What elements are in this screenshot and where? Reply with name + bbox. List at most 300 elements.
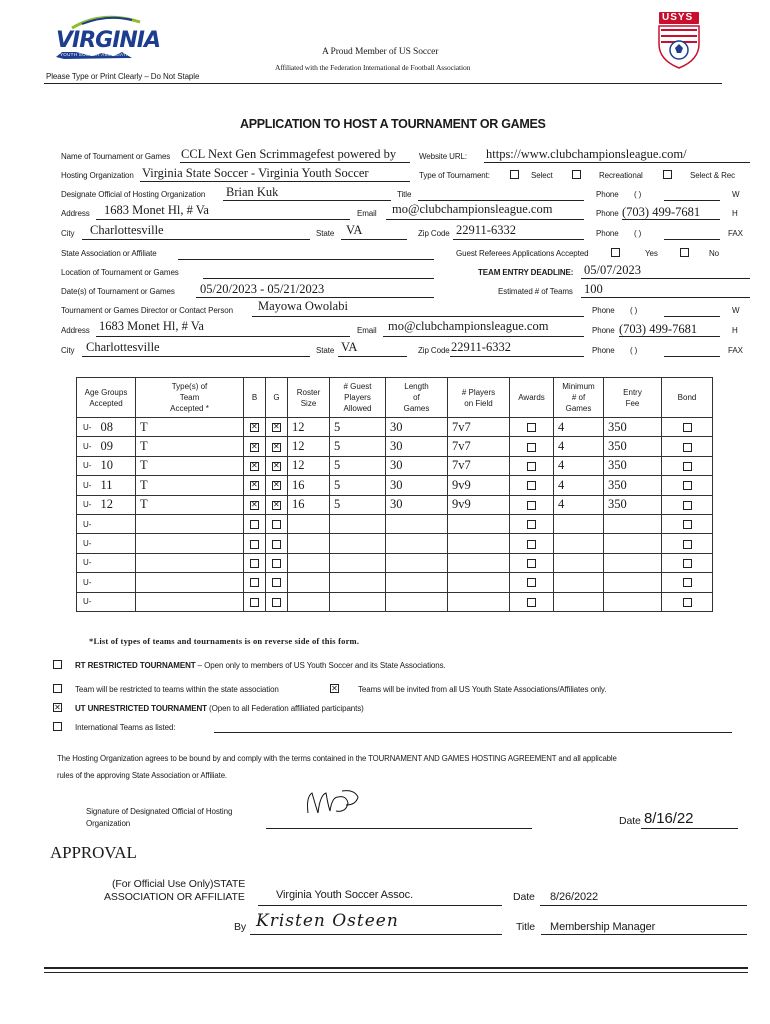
boys-checkbox[interactable] <box>250 540 259 549</box>
roster-size-value[interactable]: 12 <box>288 456 330 475</box>
director-state-label: State <box>316 346 335 355</box>
boys-checkbox[interactable] <box>250 481 259 490</box>
age-group-value[interactable]: 11 <box>101 476 136 495</box>
boys-checkbox[interactable] <box>250 598 259 607</box>
table-row <box>77 456 713 475</box>
est-teams-line <box>581 297 750 298</box>
length-value[interactable]: 30 <box>386 456 448 475</box>
girls-checkbox[interactable] <box>272 578 281 587</box>
official-address-label: Address <box>61 209 90 218</box>
header-girls: G <box>266 378 288 418</box>
boys-checkbox[interactable] <box>250 443 259 452</box>
approval-date-line <box>540 905 747 906</box>
director-state-value[interactable]: VA <box>341 340 358 354</box>
min-games-value[interactable] <box>554 514 604 533</box>
location-line <box>203 278 434 279</box>
age-prefix: U- <box>77 476 101 495</box>
director-phone-w-suffix: W <box>732 306 740 315</box>
girls-checkbox[interactable] <box>272 423 281 432</box>
length-value[interactable]: 30 <box>386 495 448 514</box>
table-row <box>77 495 713 514</box>
boys-cell <box>244 437 266 456</box>
awards-checkbox[interactable] <box>527 578 536 587</box>
awards-checkbox[interactable] <box>527 423 536 432</box>
guest-players-value[interactable]: 5 <box>330 476 386 495</box>
director-zip-label: Zip Code <box>418 346 450 355</box>
invited-all-text: Teams will be invited from all US Youth State Associations/Affiliates only. <box>358 685 607 694</box>
roster-size-value[interactable]: 16 <box>288 476 330 495</box>
bond-checkbox[interactable] <box>683 501 692 510</box>
director-city-line <box>82 356 310 357</box>
international-line <box>214 732 732 733</box>
guest-ref-label: Guest Referees Applications Accepted <box>456 249 589 258</box>
guest-players-value[interactable] <box>330 553 386 572</box>
roster-size-value[interactable] <box>288 592 330 611</box>
approval-association-value[interactable]: Virginia Youth Soccer Assoc. <box>276 889 414 901</box>
guest-ref-yes-checkbox[interactable] <box>611 248 620 257</box>
location-label: Location of Tournament or Games <box>61 268 179 277</box>
roster-size-value[interactable] <box>288 514 330 533</box>
director-phone-w-line <box>664 316 720 317</box>
age-prefix: U- <box>77 592 101 611</box>
girls-checkbox[interactable] <box>272 559 281 568</box>
approval-title-line <box>541 934 747 935</box>
age-group-value[interactable] <box>101 534 136 553</box>
boys-checkbox[interactable] <box>250 578 259 587</box>
dates-line <box>196 297 434 298</box>
official-phone-w-label: Phone <box>596 190 619 199</box>
type-recreational-label: Recreational <box>599 171 643 180</box>
type-select-rec-label: Select & Rec <box>690 171 736 180</box>
proud-member-text: A Proud Member of US Soccer <box>322 47 439 57</box>
age-group-value[interactable] <box>101 553 136 572</box>
bond-cell <box>662 592 713 611</box>
girls-cell <box>266 592 288 611</box>
bond-cell <box>662 573 713 592</box>
length-value[interactable]: 30 <box>386 476 448 495</box>
length-value[interactable] <box>386 553 448 572</box>
table-row <box>77 514 713 533</box>
min-games-value[interactable] <box>554 553 604 572</box>
girls-cell <box>266 456 288 475</box>
header-entry-fee: Entry Fee <box>604 378 662 418</box>
official-address-line <box>96 219 350 220</box>
type-of-tournament-label: Type of Tournament: <box>419 171 490 180</box>
team-type-value[interactable]: T <box>136 476 244 495</box>
header-team-type: Type(s) of Team Accepted * <box>136 378 244 418</box>
official-zip-value[interactable]: 22911-6332 <box>456 223 516 237</box>
official-fax-paren: ( ) <box>634 229 642 238</box>
table-row <box>77 476 713 495</box>
header-guest-players: # Guest Players Allowed <box>330 378 386 418</box>
age-prefix: U- <box>77 437 101 456</box>
header-bond: Bond <box>662 378 713 418</box>
boys-cell <box>244 573 266 592</box>
virginia-logo <box>52 12 161 62</box>
players-on-field-value[interactable]: 9v9 <box>448 495 510 514</box>
tournament-name-line <box>180 162 410 163</box>
age-prefix: U- <box>77 456 101 475</box>
boys-checkbox[interactable] <box>250 520 259 529</box>
roster-size-value[interactable] <box>288 534 330 553</box>
team-type-value[interactable] <box>136 592 244 611</box>
min-games-value[interactable] <box>554 592 604 611</box>
table-row <box>77 573 713 592</box>
please-type-text: Please Type or Print Clearly – Do Not Staple <box>46 72 200 81</box>
restricted-checkbox[interactable] <box>53 660 62 669</box>
age-group-value[interactable]: 10 <box>101 456 136 475</box>
players-on-field-value[interactable]: 7v7 <box>448 456 510 475</box>
entry-fee-value[interactable]: 350 <box>604 456 662 475</box>
age-prefix: U- <box>77 573 101 592</box>
bond-cell <box>662 553 713 572</box>
age-group-value[interactable] <box>101 514 136 533</box>
min-games-value[interactable] <box>554 534 604 553</box>
header-age-groups: Age Groups Accepted <box>77 378 136 418</box>
team-type-value[interactable]: T <box>136 456 244 475</box>
boys-cell <box>244 553 266 572</box>
awards-checkbox[interactable] <box>527 598 536 607</box>
awards-checkbox[interactable] <box>527 443 536 452</box>
guest-players-value[interactable] <box>330 514 386 533</box>
director-address-label: Address <box>61 326 90 335</box>
table-row <box>77 553 713 572</box>
official-phone-h-suffix: H <box>732 209 738 218</box>
length-value[interactable] <box>386 514 448 533</box>
website-value[interactable]: https://www.clubchampionsleague.com/ <box>486 147 687 161</box>
entry-fee-value[interactable] <box>604 592 662 611</box>
official-phone-h-line <box>622 219 720 220</box>
min-games-value[interactable]: 4 <box>554 437 604 456</box>
official-state-line <box>341 239 407 240</box>
official-phone-w-paren: ( ) <box>634 190 642 199</box>
tournament-name-label: Name of Tournament or Games <box>61 152 171 161</box>
entry-fee-value[interactable] <box>604 534 662 553</box>
bond-cell <box>662 495 713 514</box>
guest-players-value[interactable]: 5 <box>330 456 386 475</box>
boys-checkbox[interactable] <box>250 423 259 432</box>
type-select-checkbox[interactable] <box>510 170 519 179</box>
age-group-value[interactable]: 08 <box>101 418 136 437</box>
guest-players-value[interactable]: 5 <box>330 495 386 514</box>
team-type-value[interactable] <box>136 573 244 592</box>
players-on-field-value[interactable]: 7v7 <box>448 437 510 456</box>
players-on-field-value[interactable] <box>448 553 510 572</box>
director-fax-suffix: FAX <box>728 346 743 355</box>
players-on-field-value[interactable]: 9v9 <box>448 476 510 495</box>
restricted-description: – Open only to members of US Youth Soccer and its State Associations. <box>195 661 446 670</box>
players-on-field-value[interactable]: 7v7 <box>448 418 510 437</box>
entry-fee-value[interactable]: 350 <box>604 418 662 437</box>
age-groups-table <box>76 377 713 612</box>
boys-checkbox[interactable] <box>250 462 259 471</box>
approval-by-signature[interactable]: Kristen Osteen <box>256 911 399 931</box>
guest-players-value[interactable] <box>330 534 386 553</box>
guest-ref-no-checkbox[interactable] <box>680 248 689 257</box>
age-prefix: U- <box>77 553 101 572</box>
players-on-field-value[interactable] <box>448 592 510 611</box>
header-players-on-field: # Players on Field <box>448 378 510 418</box>
director-city-label: City <box>61 346 75 355</box>
director-fax-paren: ( ) <box>630 346 638 355</box>
unrestricted-title: UT UNRESTRICTED TOURNAMENT <box>75 704 207 713</box>
official-phone-w-suffix: W <box>732 190 740 199</box>
min-games-value[interactable]: 4 <box>554 456 604 475</box>
players-on-field-value[interactable] <box>448 514 510 533</box>
awards-cell <box>510 495 554 514</box>
bond-checkbox[interactable] <box>683 598 692 607</box>
approval-date-value[interactable]: 8/26/2022 <box>550 891 599 903</box>
awards-checkbox[interactable] <box>527 481 536 490</box>
min-games-value[interactable] <box>554 573 604 592</box>
official-zip-line <box>453 239 584 240</box>
age-prefix: U- <box>77 418 101 437</box>
awards-checkbox[interactable] <box>527 540 536 549</box>
virginia-logo-text: VIRGINIA <box>56 28 161 53</box>
official-phone-h-label: Phone <box>596 209 619 218</box>
awards-checkbox[interactable] <box>527 501 536 510</box>
bond-checkbox[interactable] <box>683 578 692 587</box>
official-address-value[interactable]: 1683 Monet Hl, # Va <box>104 203 209 217</box>
approval-by-line <box>250 934 502 935</box>
entry-fee-value[interactable]: 350 <box>604 437 662 456</box>
official-use-line2: ASSOCIATION OR AFFILIATE <box>104 891 245 903</box>
bond-checkbox[interactable] <box>683 520 692 529</box>
bond-checkbox[interactable] <box>683 443 692 452</box>
length-value[interactable]: 30 <box>386 437 448 456</box>
roster-size-value[interactable]: 12 <box>288 418 330 437</box>
length-value[interactable] <box>386 534 448 553</box>
approval-date-label: Date <box>513 891 535 903</box>
awards-cell <box>510 476 554 495</box>
awards-cell <box>510 437 554 456</box>
approval-title-label: Title <box>516 921 535 933</box>
director-address-line <box>96 336 350 337</box>
official-email-label: Email <box>357 209 377 218</box>
bond-cell <box>662 514 713 533</box>
footer-divider-thin <box>44 972 748 973</box>
official-fax-line <box>664 239 720 240</box>
age-prefix: U- <box>77 514 101 533</box>
guest-players-value[interactable]: 5 <box>330 418 386 437</box>
length-value[interactable] <box>386 592 448 611</box>
awards-cell <box>510 553 554 572</box>
awards-checkbox[interactable] <box>527 462 536 471</box>
est-teams-label: Estimated # of Teams <box>498 287 573 296</box>
usys-logo-text: USYS <box>662 12 694 23</box>
within-state-checkbox[interactable] <box>53 684 62 693</box>
international-checkbox[interactable] <box>53 722 62 731</box>
team-type-value[interactable] <box>136 514 244 533</box>
guest-players-value[interactable] <box>330 592 386 611</box>
official-city-line <box>82 239 310 240</box>
official-phone-h-value[interactable]: (703) 499-7681 <box>622 205 701 219</box>
affiliated-text: Affiliated with the Federation International de Football Association <box>275 63 471 72</box>
age-group-value[interactable]: 12 <box>101 495 136 514</box>
min-games-value[interactable]: 4 <box>554 418 604 437</box>
roster-size-value[interactable]: 16 <box>288 495 330 514</box>
awards-cell <box>510 592 554 611</box>
official-email-value[interactable]: mo@clubchampionsleague.com <box>392 202 553 216</box>
est-teams-value[interactable]: 100 <box>584 282 603 296</box>
director-phone-h-suffix: H <box>732 326 738 335</box>
designate-official-value[interactable]: Brian Kuk <box>226 185 279 199</box>
official-email-line <box>386 219 584 220</box>
director-email-value[interactable]: mo@clubchampionsleague.com <box>388 319 549 333</box>
bond-cell <box>662 534 713 553</box>
guest-players-value[interactable] <box>330 573 386 592</box>
director-phone-h-line <box>619 336 720 337</box>
boys-checkbox[interactable] <box>250 559 259 568</box>
bond-cell <box>662 437 713 456</box>
within-state-text: Team will be restricted to teams within the state association <box>75 685 279 694</box>
girls-checkbox[interactable] <box>272 598 281 607</box>
team-entry-value[interactable]: 05/07/2023 <box>584 263 641 277</box>
official-city-value[interactable]: Charlottesville <box>90 223 164 237</box>
agreement-text-line2: rules of the approving State Association or Affiliate. <box>57 771 227 780</box>
hosting-org-value[interactable]: Virginia State Soccer - Virginia Youth Soccer <box>142 166 369 180</box>
director-email-label: Email <box>357 326 377 335</box>
bond-checkbox[interactable] <box>683 559 692 568</box>
girls-cell <box>266 553 288 572</box>
signature-date-label: Date <box>619 815 641 827</box>
awards-cell <box>510 573 554 592</box>
director-fax-label: Phone <box>592 346 615 355</box>
team-type-value[interactable]: T <box>136 418 244 437</box>
dates-value[interactable]: 05/20/2023 - 05/21/2023 <box>200 282 325 296</box>
signature-date-value[interactable]: 8/16/22 <box>644 810 694 827</box>
min-games-value[interactable]: 4 <box>554 495 604 514</box>
boys-cell <box>244 495 266 514</box>
bond-checkbox[interactable] <box>683 481 692 490</box>
tournament-name-value[interactable]: CCL Next Gen Scrimmagefest powered by <box>181 147 397 161</box>
director-state-line <box>338 356 407 357</box>
age-prefix: U- <box>77 534 101 553</box>
team-type-value[interactable]: T <box>136 495 244 514</box>
guest-ref-yes-label: Yes <box>645 249 658 258</box>
type-recreational-checkbox[interactable] <box>572 170 581 179</box>
type-select-rec-checkbox[interactable] <box>663 170 672 179</box>
bond-cell <box>662 418 713 437</box>
bond-checkbox[interactable] <box>683 423 692 432</box>
approval-title-value[interactable]: Membership Manager <box>550 921 656 933</box>
director-address-value[interactable]: 1683 Monet Hl, # Va <box>99 319 204 333</box>
girls-cell <box>266 534 288 553</box>
awards-cell <box>510 456 554 475</box>
official-zip-label: Zip Code <box>418 229 450 238</box>
entry-fee-value[interactable]: 350 <box>604 495 662 514</box>
table-row <box>77 534 713 553</box>
girls-cell <box>266 495 288 514</box>
age-prefix: U- <box>77 495 101 514</box>
unrestricted-checkbox[interactable] <box>53 703 62 712</box>
header-boys: B <box>244 378 266 418</box>
entry-fee-value[interactable] <box>604 553 662 572</box>
min-games-value[interactable]: 4 <box>554 476 604 495</box>
official-use-line1: (For Official Use Only)STATE <box>112 878 246 890</box>
awards-cell <box>510 514 554 533</box>
awards-cell <box>510 534 554 553</box>
age-group-value[interactable]: 09 <box>101 437 136 456</box>
official-fax-label: Phone <box>596 229 619 238</box>
entry-fee-value[interactable]: 350 <box>604 476 662 495</box>
awards-checkbox[interactable] <box>527 520 536 529</box>
bond-checkbox[interactable] <box>683 462 692 471</box>
director-zip-line <box>450 356 584 357</box>
girls-cell <box>266 476 288 495</box>
roster-size-value[interactable] <box>288 553 330 572</box>
header-length: Length of Games <box>386 378 448 418</box>
approval-association-line <box>258 905 502 906</box>
usys-logo <box>655 10 703 70</box>
team-type-value[interactable] <box>136 534 244 553</box>
boys-cell <box>244 418 266 437</box>
awards-checkbox[interactable] <box>527 559 536 568</box>
age-group-value[interactable] <box>101 592 136 611</box>
bond-checkbox[interactable] <box>683 540 692 549</box>
girls-checkbox[interactable] <box>272 501 281 510</box>
players-on-field-value[interactable] <box>448 573 510 592</box>
team-type-value[interactable] <box>136 553 244 572</box>
girls-checkbox[interactable] <box>272 481 281 490</box>
age-group-value[interactable] <box>101 573 136 592</box>
table-row <box>77 592 713 611</box>
entry-fee-value[interactable] <box>604 573 662 592</box>
players-on-field-value[interactable] <box>448 534 510 553</box>
international-text: International Teams as listed: <box>75 723 176 732</box>
girls-checkbox[interactable] <box>272 462 281 471</box>
team-entry-line <box>581 278 750 279</box>
invited-all-checkbox[interactable] <box>330 684 339 693</box>
table-row <box>77 437 713 456</box>
director-phone-h-value[interactable]: (703) 499-7681 <box>619 322 698 336</box>
official-state-value[interactable]: VA <box>346 223 363 237</box>
roster-size-value[interactable]: 12 <box>288 437 330 456</box>
official-signature-scribble <box>302 783 362 823</box>
signature-line[interactable] <box>266 828 532 829</box>
unrestricted-text <box>75 704 364 713</box>
website-label: Website URL: <box>419 152 468 161</box>
boys-cell <box>244 456 266 475</box>
page-title: APPLICATION TO HOST A TOURNAMENT OR GAMES <box>240 117 546 131</box>
state-assoc-line <box>178 259 434 260</box>
roster-size-value[interactable] <box>288 573 330 592</box>
girls-checkbox[interactable] <box>272 540 281 549</box>
official-title-label: Title <box>397 190 412 199</box>
director-email-line <box>383 336 584 337</box>
approval-heading: APPROVAL <box>50 843 137 862</box>
director-value[interactable]: Mayowa Owolabi <box>258 299 348 313</box>
team-type-value[interactable]: T <box>136 437 244 456</box>
length-value[interactable] <box>386 573 448 592</box>
director-line <box>252 316 584 317</box>
director-city-value[interactable]: Charlottesville <box>86 340 160 354</box>
state-assoc-label: State Association or Affiliate <box>61 249 157 258</box>
girls-cell <box>266 437 288 456</box>
boys-checkbox[interactable] <box>250 501 259 510</box>
type-select-label: Select <box>531 171 553 180</box>
website-line <box>484 162 750 163</box>
guest-players-value[interactable]: 5 <box>330 437 386 456</box>
girls-checkbox[interactable] <box>272 520 281 529</box>
length-value[interactable]: 30 <box>386 418 448 437</box>
girls-checkbox[interactable] <box>272 443 281 452</box>
entry-fee-value[interactable] <box>604 514 662 533</box>
director-zip-value[interactable]: 22911-6332 <box>451 340 511 354</box>
age-groups-table-body <box>77 418 713 612</box>
hosting-org-line <box>140 181 410 182</box>
boys-cell <box>244 534 266 553</box>
